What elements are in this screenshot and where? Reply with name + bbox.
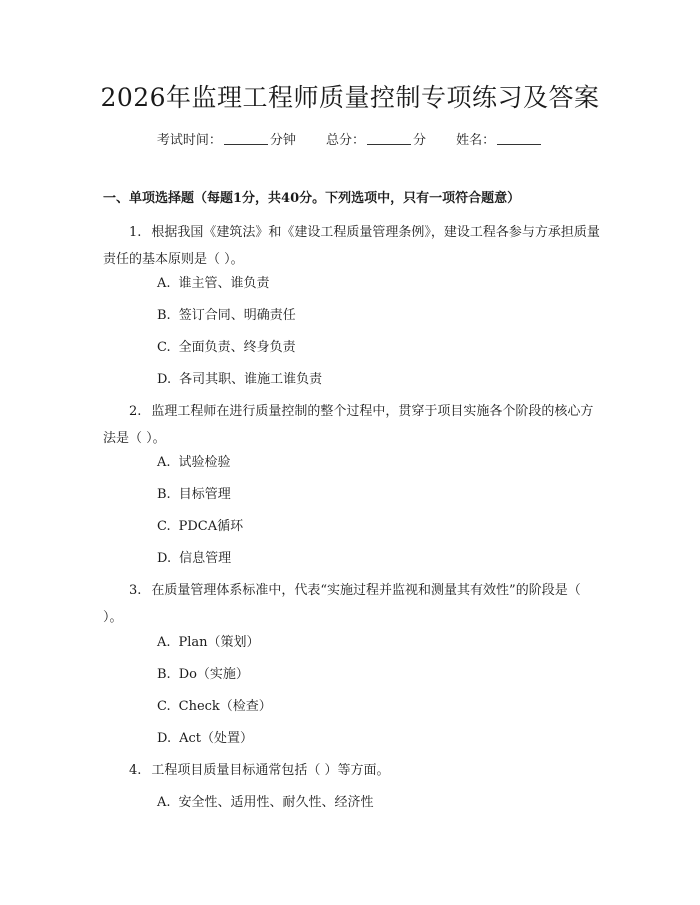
question-text: 根据我国《建筑法》和《建设工程质量管理条例》，建设工程各参与方承担质量责任的基本原则是（ ）。: [103, 225, 600, 267]
question-2-option-b: [157, 485, 231, 505]
option-text: Do（实施）: [178, 667, 249, 682]
option-letter: C.: [157, 699, 171, 714]
option-text: 各司其职、谁施工谁负责: [179, 372, 323, 387]
question-text: 在质量管理体系标准中，代表“实施过程并监视和测量其有效性”的阶段是（ ）。: [103, 583, 581, 625]
question-3-option-d: [157, 729, 253, 749]
option-text: 信息管理: [179, 551, 232, 566]
option-letter: B.: [157, 667, 171, 682]
option-text: 试验检验: [178, 455, 231, 470]
question-2-option-d: [157, 549, 231, 569]
option-letter: D.: [157, 551, 172, 566]
question-1: [103, 219, 603, 273]
total-score: [326, 133, 426, 148]
option-letter: B.: [157, 308, 171, 323]
option-text: 全面负责、终身负责: [178, 340, 296, 355]
student-name-label: 姓名：: [456, 133, 496, 148]
option-letter: A.: [157, 635, 171, 650]
question-text: 工程项目质量目标通常包括（ ）等方面。: [151, 763, 390, 778]
question-1-option-c: [157, 338, 296, 358]
option-text: 目标管理: [178, 487, 231, 502]
question-number: 4.: [129, 763, 142, 778]
option-letter: D.: [157, 731, 172, 746]
option-letter: A.: [157, 455, 171, 470]
option-letter: A.: [157, 795, 171, 810]
question-3-option-c: [157, 697, 272, 717]
exam-time-unit: 分钟: [269, 133, 296, 148]
option-letter: D.: [157, 372, 172, 387]
exam-time: [157, 133, 296, 148]
option-text: Check（检查）: [178, 699, 272, 714]
option-letter: C.: [157, 340, 171, 355]
student-name-blank: [497, 144, 541, 145]
exam-time-label: 考试时间：: [156, 133, 222, 148]
option-text: 签订合同、明确责任: [178, 308, 296, 323]
option-text: 安全性、适用性、耐久性、经济性: [178, 795, 374, 810]
option-text: PDCA循环: [178, 519, 244, 534]
question-2-option-a: [157, 453, 231, 473]
question-1-option-b: [157, 306, 296, 326]
question-2-option-c: [157, 517, 243, 537]
total-score-label: 总分：: [325, 133, 365, 148]
option-text: Act（处置）: [179, 731, 253, 746]
exam-time-blank: [224, 144, 268, 145]
total-score-unit: 分: [413, 133, 427, 148]
question-4-option-a: [157, 793, 374, 813]
option-letter: C.: [157, 519, 171, 534]
question-4: [103, 757, 603, 784]
question-number: 3.: [129, 583, 142, 598]
option-letter: A.: [157, 276, 171, 291]
question-number: 2.: [129, 404, 142, 419]
question-3-option-b: [157, 665, 249, 685]
exam-meta: [0, 131, 700, 151]
total-score-blank: [367, 144, 411, 145]
question-text: 监理工程师在进行质量控制的整个过程中，贯穿于项目实施各个阶段的核心方法是（ ）。: [103, 404, 594, 446]
option-letter: B.: [157, 487, 171, 502]
question-2: [103, 398, 603, 452]
option-text: 谁主管、谁负责: [178, 276, 270, 291]
option-text: Plan（策划）: [178, 635, 260, 650]
question-1-option-d: [157, 370, 322, 390]
student-name: [456, 133, 543, 148]
question-3-option-a: [157, 633, 260, 653]
question-3: [103, 577, 603, 631]
document-title: 2026年监理工程师质量控制专项练习及答案: [100, 83, 600, 112]
question-number: 1.: [129, 225, 142, 240]
section-heading: 一、单项选择题（每题1分，共40分。下列选项中，只有一项符合题意）: [103, 191, 521, 206]
question-1-option-a: [157, 274, 270, 294]
